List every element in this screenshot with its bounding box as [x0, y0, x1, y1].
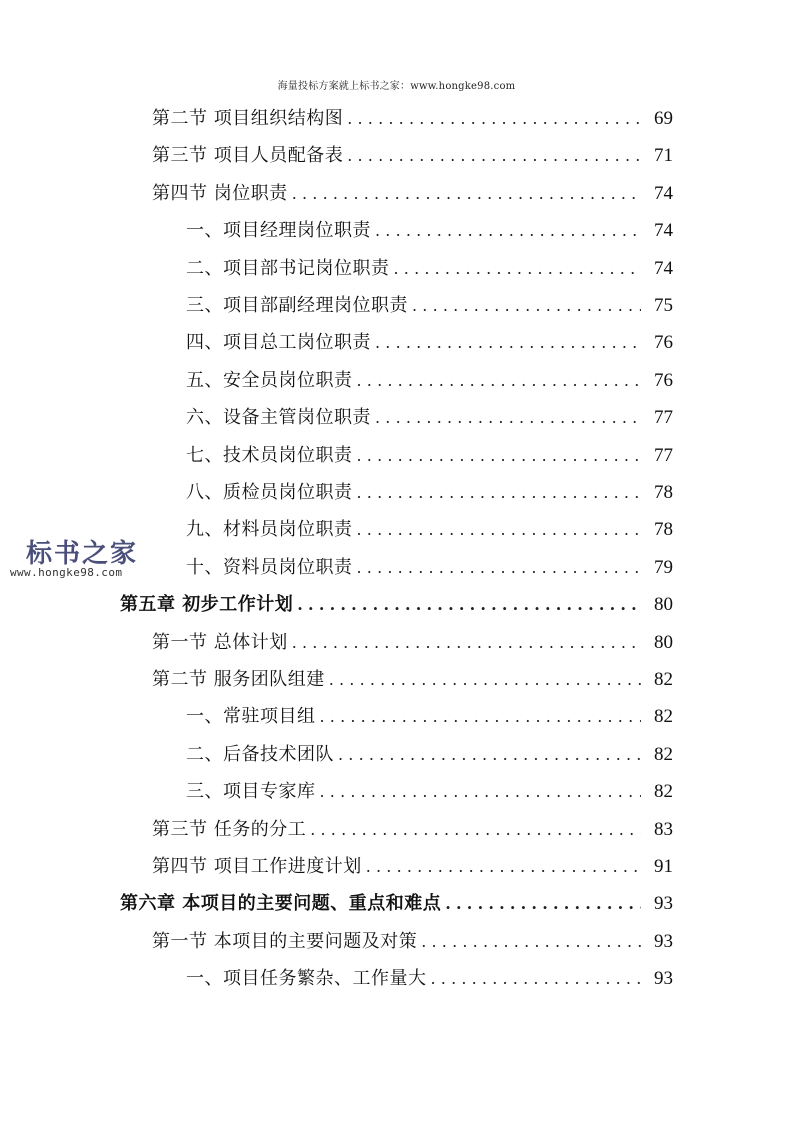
toc-entry-page-number: 83: [654, 818, 673, 840]
toc-entry-page-number: 74: [654, 220, 673, 242]
toc-entry-label: 第三节 项目人员配备表: [152, 145, 344, 167]
toc-entry-page-number: 77: [654, 444, 673, 466]
toc-entry-label: 五、安全员岗位职责: [186, 369, 353, 391]
toc-entry: [152, 175, 673, 212]
toc-entry-page-number: 93: [654, 930, 673, 952]
toc-entry-label: 十、资料员岗位职责: [186, 556, 353, 578]
toc-dot-leader: [421, 923, 641, 960]
toc-entry-page-number: 82: [654, 669, 673, 690]
toc-entry: [152, 848, 673, 885]
toc-entry: [186, 399, 673, 436]
toc-entry-page-number: 82: [654, 743, 673, 765]
toc-entry: [186, 960, 673, 997]
toc-entry-page-number: 75: [654, 295, 673, 316]
toc-dot-leader: [297, 586, 641, 623]
toc-entry-label: 第三节 任务的分工: [152, 818, 307, 840]
toc-entry: [152, 923, 673, 960]
toc-entry: [152, 811, 673, 848]
page-header: 海量投标方案就上标书之家：www.hongke98.com: [277, 81, 516, 92]
toc-entry-label: 第五章 初步工作计划: [120, 594, 294, 616]
toc-dot-leader: [412, 287, 641, 324]
toc-entry: [186, 212, 673, 249]
toc-entry-label: 六、设备主管岗位职责: [186, 407, 371, 429]
toc-entry-label: 三、项目专家库: [186, 781, 316, 803]
toc-dot-leader: [366, 848, 641, 885]
toc-entry: [152, 137, 673, 174]
watermark-title: 标书之家: [26, 539, 139, 569]
toc-entry: [186, 736, 673, 773]
toc-entry: [186, 250, 673, 287]
toc-entry-page-number: 93: [654, 893, 673, 915]
toc-entry: [186, 549, 673, 586]
toc-dot-leader: [320, 773, 642, 810]
toc-entry-page-number: 80: [654, 631, 673, 653]
toc-entry-label: 第一节 总体计划: [152, 631, 288, 653]
toc-entry-label: 第二节 项目组织结构图: [152, 108, 344, 129]
toc-entry: [186, 287, 673, 324]
toc-dot-leader: [357, 437, 642, 474]
toc-entry-page-number: 82: [654, 781, 673, 803]
toc-dot-leader: [292, 175, 641, 212]
toc-entry-label: 九、材料员岗位职责: [186, 519, 353, 541]
toc-entry: [120, 885, 673, 922]
toc-entry-label: 一、常驻项目组: [186, 706, 316, 728]
toc-entry-page-number: 82: [654, 706, 673, 728]
toc-entry-label: 第四节 项目工作进度计划: [152, 856, 362, 877]
toc-entry-page-number: 77: [654, 407, 673, 429]
toc-entry-label: 第四节 岗位职责: [152, 182, 288, 204]
toc-entry-label: 第六章 本项目的主要问题、重点和难点: [120, 893, 442, 915]
watermark-url: www.hongke98.com: [10, 566, 123, 579]
toc-entry-page-number: 79: [654, 556, 673, 578]
toc-entry: [186, 362, 673, 399]
toc-entry-label: 一、项目任务繁杂、工作量大: [186, 968, 427, 990]
toc-entry: [152, 100, 673, 137]
toc-dot-leader: [347, 100, 641, 137]
toc-dot-leader: [375, 324, 641, 361]
toc-dot-leader: [310, 811, 641, 848]
toc-dot-leader: [329, 661, 641, 698]
toc-dot-leader: [431, 960, 642, 997]
toc-dot-leader: [320, 698, 642, 735]
toc-dot-leader: [357, 474, 642, 511]
toc-entry: [186, 324, 673, 361]
toc-entry-page-number: 76: [654, 369, 673, 391]
toc-entry-label: 三、项目部副经理岗位职责: [186, 295, 408, 316]
toc-entry-page-number: 78: [654, 519, 673, 541]
toc-entry: [120, 586, 673, 623]
toc-entry-page-number: 93: [654, 968, 673, 990]
toc-entry-label: 八、质检员岗位职责: [186, 482, 353, 503]
toc-dot-leader: [357, 549, 642, 586]
toc-entry-page-number: 76: [654, 332, 673, 354]
toc-dot-leader: [347, 137, 641, 174]
toc-dot-leader: [394, 250, 642, 287]
toc-entry-page-number: 91: [654, 856, 673, 877]
toc-dot-leader: [375, 212, 641, 249]
toc-entry-page-number: 78: [654, 482, 673, 503]
toc-entry: [186, 698, 673, 735]
toc-entry-label: 二、后备技术团队: [186, 743, 334, 765]
toc-entry-page-number: 80: [654, 594, 673, 616]
toc-entry-page-number: 74: [654, 257, 673, 279]
toc-dot-leader: [338, 736, 641, 773]
toc-dot-leader: [445, 885, 641, 922]
toc-entry: [152, 661, 673, 698]
toc-entry: [186, 511, 673, 548]
toc-entry-page-number: 71: [654, 145, 673, 167]
toc-dot-leader: [357, 511, 642, 548]
toc-entry-label: 第二节 服务团队组建: [152, 669, 325, 690]
toc-entry-label: 二、项目部书记岗位职责: [186, 257, 390, 279]
toc-entry-label: 七、技术员岗位职责: [186, 444, 353, 466]
toc-entry-label: 第一节 本项目的主要问题及对策: [152, 930, 418, 952]
toc-entry: [186, 437, 673, 474]
toc-dot-leader: [357, 362, 642, 399]
toc-dot-leader: [292, 624, 641, 661]
toc-entry: [186, 474, 673, 511]
toc-entry-label: 四、项目总工岗位职责: [186, 332, 371, 354]
toc-entry-page-number: 74: [654, 182, 673, 204]
toc-entry: [186, 773, 673, 810]
toc-dot-leader: [375, 399, 641, 436]
toc-entry-page-number: 69: [654, 108, 673, 129]
toc-entry: [152, 624, 673, 661]
toc-entry-label: 一、项目经理岗位职责: [186, 220, 371, 242]
